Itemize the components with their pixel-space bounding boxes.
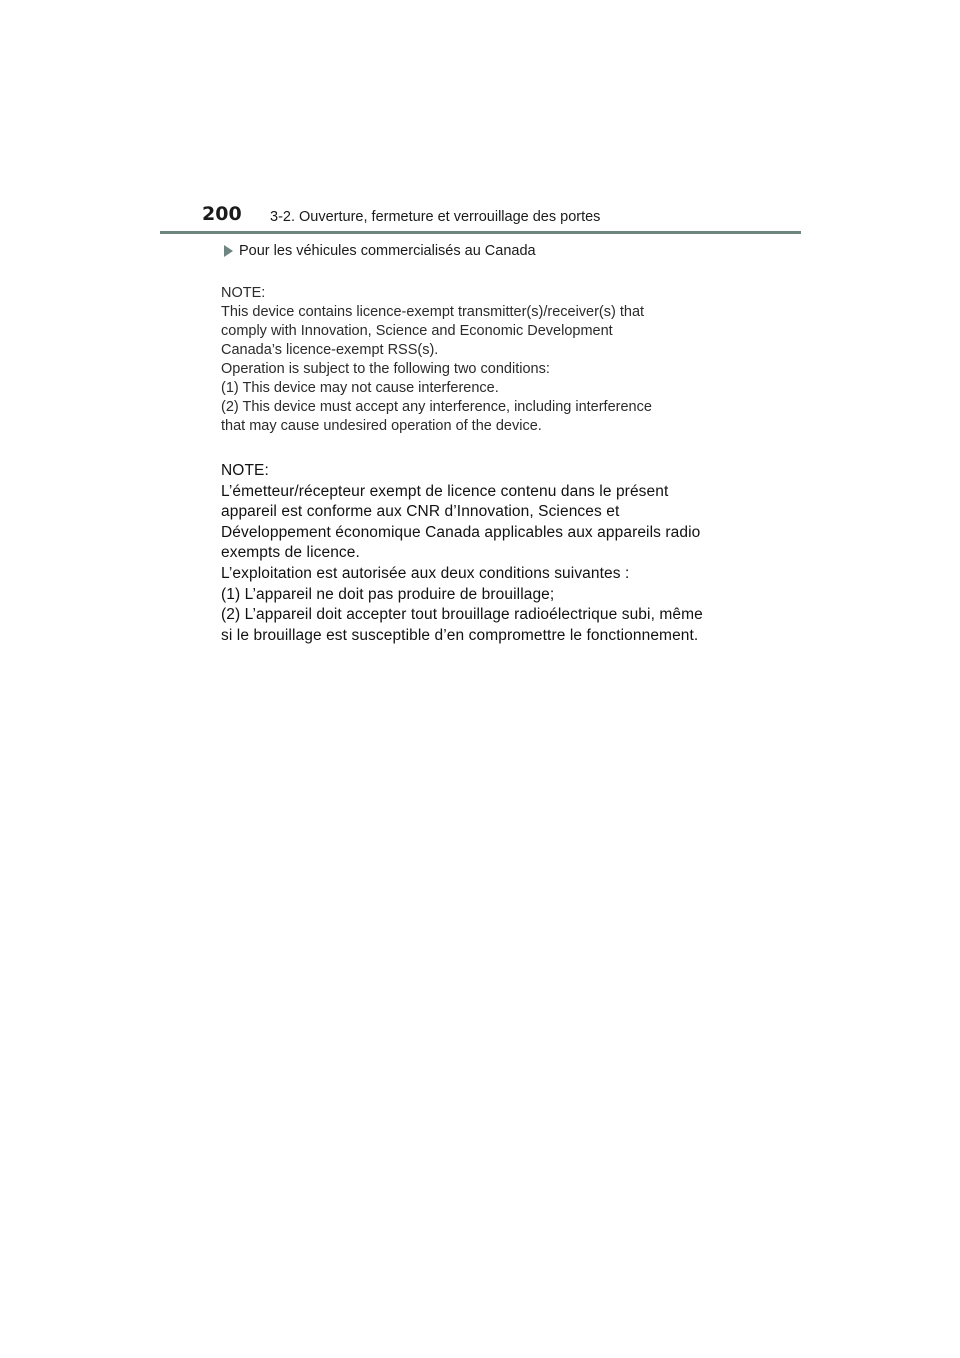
notice-en-line: Operation is subject to the following two conditions: [221, 361, 550, 377]
header-divider [160, 231, 801, 234]
notice-fr-line: si le brouillage est susceptible d’en compromettre le fonctionnement. [221, 626, 699, 644]
notice-fr-line: appareil est conforme aux CNR d’Innovation, Sciences et [221, 503, 620, 521]
notice-en-line: NOTE: [221, 285, 266, 301]
triangle-bullet-icon [224, 245, 233, 257]
notice-fr-line: (1) L’appareil ne doit pas produire de brouillage; [221, 585, 555, 603]
section-title: 3-2. Ouverture, fermeture et verrouillage des portes [270, 209, 601, 225]
region-heading [224, 243, 536, 259]
notice-fr-line: (2) L’appareil doit accepter tout brouillage radioélectrique subi, même [221, 606, 703, 624]
notice-en-line: This device contains licence-exempt transmitter(s)/receiver(s) that [221, 304, 645, 320]
notice-en-line: Canada’s licence-exempt RSS(s). [221, 342, 439, 358]
page-number: 200 [202, 203, 242, 225]
notice-fr-line: Développement économique Canada applicables aux appareils radio [221, 523, 701, 541]
notice-fr-line: L’émetteur/récepteur exempt de licence contenu dans le présent [221, 482, 669, 500]
notice-en-line: (1) This device may not cause interference. [221, 380, 499, 396]
notice-fr-line: exempts de licence. [221, 544, 360, 562]
notice-fr-line: L’exploitation est autorisée aux deux conditions suivantes : [221, 564, 630, 582]
region-heading-text: Pour les véhicules commercialisés au Canada [239, 243, 536, 259]
notice-fr-line: NOTE: [221, 462, 269, 479]
notice-en-line: comply with Innovation, Science and Economic Development [221, 323, 613, 339]
notice-en-line: that may cause undesired operation of the device. [221, 418, 542, 434]
page-header [160, 202, 801, 232]
notice-french [221, 461, 703, 646]
notice-english [221, 284, 652, 436]
notice-en-line: (2) This device must accept any interference, including interference [221, 399, 652, 415]
